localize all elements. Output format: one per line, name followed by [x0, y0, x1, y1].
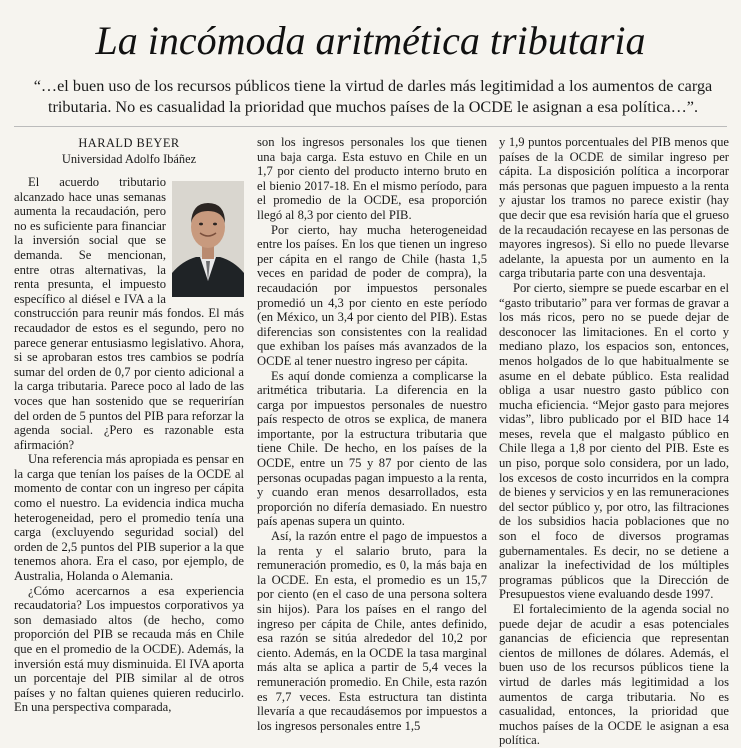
- author-portrait-icon: [172, 181, 244, 297]
- author-name: HARALD BEYER: [78, 136, 180, 150]
- column-3: [499, 135, 729, 748]
- paragraph: Es aquí donde comienza a complicarse la aritmética tributaria. La diferencia en la carga por impuestos personales de nuestro país respecto de otros se explica, de manera importante, por la estructura tributaria que tiene Chile. De hecho, en los países de la OCDE, entre un 75 y 87 por ciento de las personas ocupadas pagan impuesto a la renta, y cuando eran menos desarrollados, esta proporción no difería demasiado. En nuestro país apenas supera un quinto.: [257, 368, 487, 529]
- paragraph: Por cierto, hay mucha heterogeneidad entre los países. En los que tienen un ingreso per cápita en el rango de Chile (hasta 1,5 veces en paridad de poder de compra), la recaudación por impuestos personales promedió un 4,3 por ciento en este período (en México, un 3,4 por ciento del PIB). Estas diferencias son consistentes con la realidad que exhiban los países más avanzados de la OCDE al tener nuestro ingreso per cápita.: [257, 222, 487, 368]
- paragraph: ¿Cómo acercarnos a esa experiencia recaudatoria? Los impuestos corporativos ya son demasiado altos (de hecho, como proporción del PIB se recauda más en Chile que en el promedio de la OCDE). Además, la inversión está muy disminuida. El IVA aporta un porcentaje del PIB similar al de otros países y no faltan quienes quieren reducirlo. En una perspectiva comparada,: [14, 583, 244, 715]
- author-affiliation: Universidad Adolfo Ibáñez: [61, 152, 197, 166]
- paragraph-text: El acuerdo tributario alcanzado hace unas semanas aumenta la recaudación, pero no es suficiente para financiar la inversión social que se demanda. Se mencionan, entre otras alternativas, la renta presunta, el impuesto específico al diésel e IVA a la construcción para reunir más fondos. El más recaudador de estos es el segundo, pero no parece generar entusiasmo legislativo. Ahora, si se aprobaran estos tres cambios se podría sumar del orden de 0,7 por ciento adicional a la carga tributaria. Parece poco al lado de las voces que han sostenido que se requerirían del orden de 5 puntos del PIB para reforzar la agenda social. ¿Pero es razonable esta afirmación?: [14, 175, 244, 452]
- paragraph: y 1,9 puntos porcentuales del PIB menos que países de la OCDE de similar ingreso per cápita. La disposición política a incorporar más personas que paguen impuesto a la renta y ajustar los tramos no parece existir (hay que decir que esa revisión haría que el grueso de la recaudación recayese en las personas de mayores ingresos). Si ello no puede llevarse adelante, la apuesta por un aumento en la carga tributaria parte con una desventaja.: [499, 135, 729, 281]
- divider: [14, 126, 727, 127]
- paragraph: El fortalecimiento de la agenda social no puede dejar de acudir a esas potenciales ganancias de eficiencia que representan cientos de millones de dólares. Además, el buen uso de los recursos públicos tiene la virtud de darles más legitimidad a los aumentos de carga tributaria. No es casualidad, entonces, la prioridad que muchos países de la OCDE le asignan a esa política.: [499, 602, 729, 748]
- column-1: [14, 135, 244, 735]
- paragraph: son los ingresos personales los que tienen una baja carga. Esta estuvo en Chile en un 1,7 por ciento del producto interno bruto en el bienio 2017-18. En el mismo período, para el promedio de la OCDE, esa proporción llegó al 8,3 por ciento del PIB.: [257, 135, 487, 222]
- paragraph: Una referencia más apropiada es pensar en la carga que tenían los países de la OCDE al momento de contar con un ingreso per cápita como el nuestro. La evidencia indica mucha heterogeneidad, pero el promedio tenía una carga (excluyendo seguridad social) del orden de 2,5 puntos del PIB superior a la que tenemos ahora. Era el caso, por ejemplo, de Australia, Holanda o Alemania.: [14, 452, 244, 584]
- headline: La incómoda aritmética tributaria: [95, 18, 646, 63]
- paragraph: Por cierto, siempre se puede escarbar en el “gasto tributario” para ver formas de gravar a los más ricos, pero no se puede dejar de desconocer las limitaciones. En el corto y mediano plazo, los espacios son, entonces, menos holgados de lo que habitualmente se asume en el debate público. Esta realidad obliga a usar nuestro gasto público con mucha eficiencia. “Mejor gasto para mejores vidas”, libro publicado por el BID hace 14 meses, revela que el malgasto público en Chile llega a 1,8 por ciento del PIB. Este es un piso, porque solo considera, por un lado, los excesos de costo incurridos en la compra de bienes y servicios y en las remuneraciones del sector público y, por otro, las filtraciones de los subsidios hacia poblaciones que no son el foco de diversos programas gubernamentales. Es decir, no se detiene a analizar la inefectividad de los múltiples programas públicos que la Dirección de Presupuestos viene evaluando desde 1997.: [499, 280, 729, 602]
- paragraph: Así, la razón entre el pago de impuestos a la renta y el salario bruto, para la remuneración promedio, es 0, la más baja en la OCDE. En esta, el promedio es un 15,7 por ciento (en el caso de una persona soltera sin hijos). Para los países en el rango del ingreso per cápita de Chile, antes definido, esa razón se sitúa alrededor del 10,2 por ciento. Además, en la OCDE la tasa marginal más alta se aplica a partir de 5,4 veces la remuneración promedio. En Chile, esta razón es 7,7 veces. Esta estructura tan distinta llevaría a que recaudásemos por impuestos a los ingresos personales entre 1,5: [257, 529, 487, 733]
- lead-quote: “…el buen uso de los recursos públicos tiene la virtud de darles más legitimidad a los aumentos de carga tributaria. No es casualidad la prioridad que muchos países de la OCDE le asignan a esa política…”.: [33, 77, 713, 116]
- paragraph: [14, 175, 244, 452]
- column-2: [257, 135, 487, 735]
